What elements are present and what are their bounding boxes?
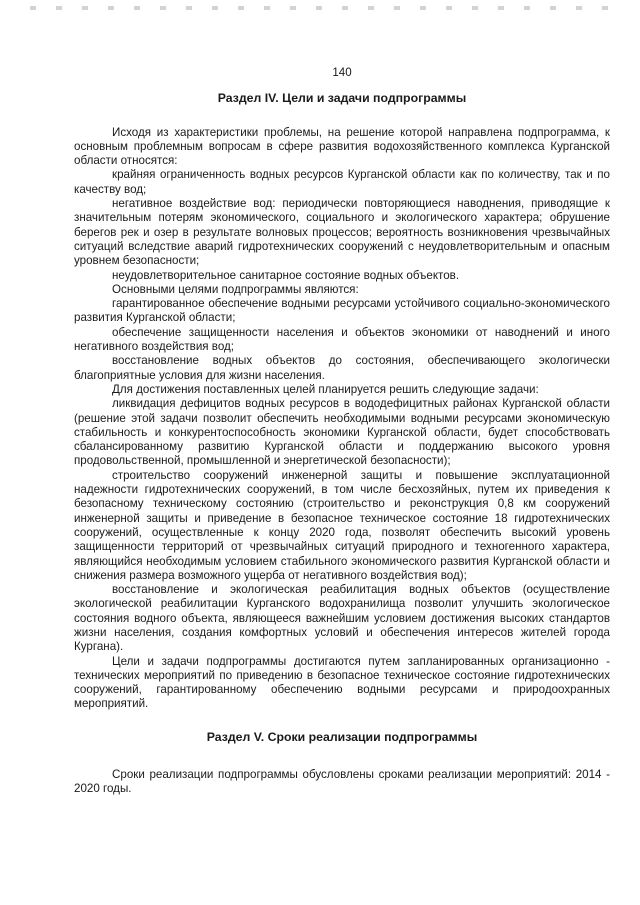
paragraph: восстановление и экологическая реабилитация водных объектов (осуществление экологической реабилитации Курганского водохранилища позволит улучшить экологическое состояния водного объекта, являющееся важнейшим условием достижения высоких стандартов жизни населения, создания комфортных условий и обеспечения интересов жителей города Кургана). [74, 583, 610, 654]
paragraph: обеспечение защищенности населения и объектов экономики от наводнений и иного негативного воздействия вод; [74, 325, 610, 354]
section-4-body [74, 126, 610, 712]
paragraph: Основными целями подпрограммы являются: [112, 282, 359, 296]
paragraph: Цели и задачи подпрограммы достигаются путем запланированных организационно - технических мероприятий по приведению в безопасное техническое состояние гидротехнических сооружений, гарантированному обеспечению водными ресурсами и природоохранных мероприятий. [74, 654, 610, 711]
section-5-body [74, 768, 610, 797]
section-4-heading: Раздел IV. Цели и задачи подпрограммы [217, 91, 467, 106]
paragraph: Для достижения поставленных целей планируется решить следующие задачи: [112, 382, 539, 396]
paragraph: восстановление водных объектов до состояния, обеспечивающего экологически благоприятные условия для жизни населения. [74, 354, 610, 382]
document-page [74, 66, 610, 797]
paragraph: негативное воздействие вод: периодически повторяющиеся наводнения, приводящие к значительным потерям экономического, социального и экологического характера; обрушение берегов рек и озер в результате волновых процессов; вероятность возникновения чрезвычайных ситуаций вследствие аварий гидротехнических сооружений с неудовлетворительным и опасным уровнем безопасности; [74, 197, 610, 268]
page-number: 140 [332, 66, 352, 79]
paragraph: гарантированное обеспечение водными ресурсами устойчивого социально-экономического развития Курганской области; [74, 297, 610, 325]
paragraph: Сроки реализации подпрограммы обусловлены сроками реализации мероприятий: 2014 - 2020 годы. [74, 768, 610, 796]
paragraph: неудовлетворительное санитарное состояние водных объектов. [112, 268, 460, 282]
paragraph: крайняя ограниченность водных ресурсов Курганской области как по количеству, так и по качеству вод; [74, 168, 610, 196]
paragraph: строительство сооружений инженерной защиты и повышение эксплуатационной надежности гидротехнических сооружений, в том числе бесхозяйных, путем их приведения к безопасному техническому состоянию (строительство и реконструкция 0,8 км сооружений инженерной защиты и приведение в безопасное техническое состояние 18 гидротехнических сооружений, осуществленные к концу 2020 года, позволят обеспечить высокий уровень защищенности территорий от чрезвычайных ситуаций природного и техногенного характера, являющийся необходимым условием стабильного экономического развития Курганской области и снижения размера возможного ущерба от негативного воздействия вод); [74, 468, 610, 582]
section-5-heading: Раздел V. Сроки реализации подпрограммы [206, 729, 478, 744]
paragraph: Исходя из характеристики проблемы, на решение которой направлена подпрограмма, к основным проблемным вопросам в сфере развития водохозяйственного комплекса Курганской области относятся: [74, 125, 610, 168]
scan-artifact [30, 6, 610, 10]
paragraph: ликвидация дефицитов водных ресурсов в вододефицитных районах Курганской области (решение этой задачи позволит обеспечить необходимыми водными ресурсами экономическую стабильность и конкурентоспособность экономики Курганской области, будет способствовать сбалансированному развитию Курганской области и поддержанию высокого уровня продовольственной, промышленной и энергетической безопасности); [74, 397, 610, 468]
